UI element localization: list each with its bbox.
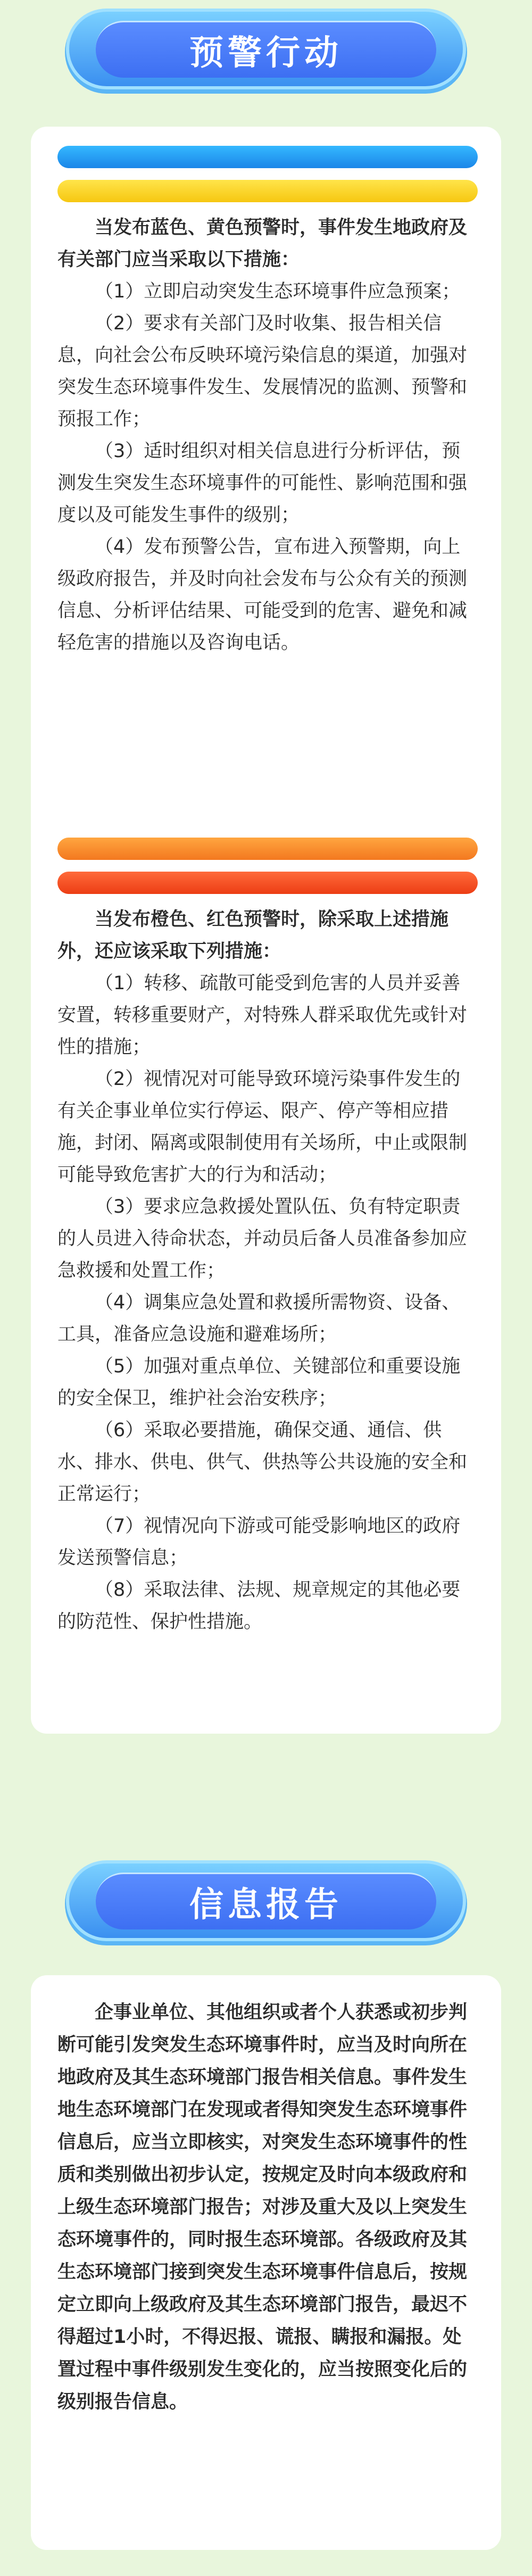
banner-inner (96, 1873, 436, 1929)
blue-yellow-measures (57, 212, 478, 659)
measure-item: （1）立即启动突发生态环境事件应急预案； (95, 281, 461, 302)
section-banner-report (69, 1863, 463, 1938)
measure-item: （2）视情况对可能导致环境污染事件发生的有关企事业单位实行停运、限产、停产等相应措施，封闭、隔离或限制使用有关场所，中止或限制可能导致危害扩大的行为和活动； (57, 1068, 468, 1186)
orange-red-lead: 当发布橙色、红色预警时，除采取上述措施外，还应该采取下列措施： (57, 909, 449, 962)
yellow-level-bar (57, 180, 478, 202)
section-title-warning: 预警行动 (189, 32, 343, 73)
orange-level-bar (57, 838, 478, 860)
blue-level-bar (57, 146, 478, 168)
measure-item: （1）转移、疏散可能受到危害的人员并妥善安置，转移重要财产，对特殊人群采取优先或针对性的措施； (57, 973, 468, 1058)
report-body (57, 1997, 478, 2418)
measure-item: （3）适时组织对相关信息进行分析评估，预测发生突发生态环境事件的可能性、影响范围和强度以及可能发生事件的级别； (57, 441, 468, 526)
red-level-bar (57, 872, 478, 894)
measure-item: （8）采取法律、法规、规章规定的其他必要的防范性、保护性措施。 (57, 1579, 461, 1633)
measure-item: （4）发布预警公告，宣布进入预警期，向上级政府报告，并及时向社会发布与公众有关的预测信息、分析评估结果、可能受到的危害、避免和减轻危害的措施以及咨询电话。 (57, 536, 468, 653)
section-banner-warning (69, 12, 463, 86)
measure-item: （6）采取必要措施，确保交通、通信、供水、排水、供电、供气、供热等公共设施的安全和正常运行； (57, 1420, 468, 1505)
warning-card (31, 127, 501, 1734)
blue-yellow-lead: 当发布蓝色、黄色预警时，事件发生地政府及有关部门应当采取以下措施： (57, 217, 468, 270)
banner-inner (96, 21, 436, 78)
orange-red-measures (57, 904, 478, 1638)
report-card (31, 1975, 501, 2550)
measure-item: （4）调集应急处置和救援所需物资、设备、工具，准备应急设施和避难场所； (57, 1292, 461, 1345)
measure-item: （3）要求应急救援处置队伍、负有特定职责的人员进入待命状态，并动员后备人员准备参加应急救援和处置工作； (57, 1196, 468, 1281)
measure-item: （5）加强对重点单位、关键部位和重要设施的安全保卫，维护社会治安秩序； (57, 1356, 461, 1409)
section-title-report: 信息报告 (189, 1884, 343, 1925)
measure-item: （2）要求有关部门及时收集、报告相关信息，向社会公布反映环境污染信息的渠道，加强对突发生态环境事件发生、发展情况的监测、预警和预报工作； (57, 313, 468, 430)
measure-item: （7）视情况向下游或可能受影响地区的政府发送预警信息； (57, 1515, 461, 1569)
report-paragraph: 企事业单位、其他组织或者个人获悉或初步判断可能引发突发生态环境事件时，应当及时向所在地政府及其生态环境部门报告相关信息。事件发生地生态环境部门在发现或者得知突发生态环境事件信息后，应当立即核实，对突发生态环境事件的性质和类别做出初步认定，按规定及时向本级政府和上级生态环境部门报告；对涉及重大及以上突发生态环境事件的，同时报生态环境部。各级政府及其生态环境部门接到突发生态环境事件信息后，按规定立即向上级政府及其生态环境部门报告，最迟不得超过1小时，不得迟报、谎报、瞒报和漏报。处置过程中事件级别发生变化的，应当按照变化后的级别报告信息。 (57, 2002, 468, 2413)
